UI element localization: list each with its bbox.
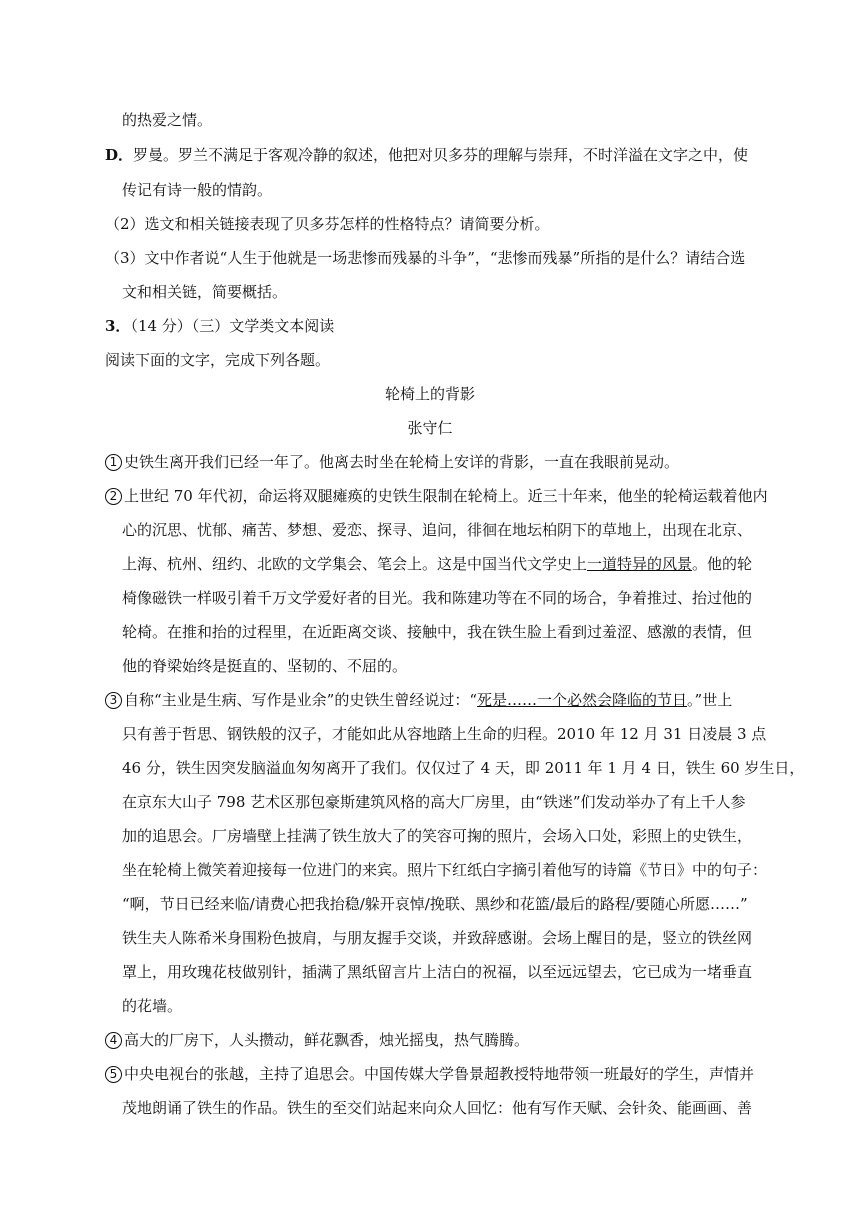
question-3-continuation: 文和相关链，简要概括。 bbox=[122, 283, 288, 301]
paragraph-2-line-3 bbox=[122, 554, 752, 574]
option-d-text: 罗曼。罗兰不满足于客观冷静的叙述，他把对贝多芬的理解与崇拜，不时洋溢在文字之中，使 bbox=[133, 146, 749, 164]
paragraph-3-line-7: “啊，节日已经来临/请费心把我抬稳/躲开哀悼/挽联、黑纱和花篮/最后的路程/要随心所愿……” bbox=[122, 895, 748, 913]
paragraph-2-line-4: 椅像磁铁一样吸引着千万文学爱好者的目光。我和陈建功等在不同的场合，争着推过、抬过他的 bbox=[122, 589, 753, 607]
paragraph-2-text-3b: 。他的轮 bbox=[692, 555, 753, 573]
article-author: 张守仁 bbox=[407, 419, 453, 437]
paragraph-3-line-6: 坐在轮椅上微笑着迎接每一位进门的来宾。照片下红纸白字摘引着他写的诗篇《节日》中的句子： bbox=[122, 861, 768, 879]
paragraph-3-text-1b: 。”世上 bbox=[687, 691, 733, 709]
paragraph-3-number: 3 bbox=[105, 692, 122, 709]
underlined-phrase-2: 死是……一个必然会降临的节日 bbox=[477, 691, 688, 709]
paragraph-3-line-5: 加的追思会。厂房墙壁上挂满了铁生放大了的笑容可掬的照片，会场入口处，彩照上的史铁生， bbox=[122, 827, 753, 845]
paragraph-5-text-1: 中央电视台的张越，主持了追思会。中国传媒大学鲁景超教授特地带领一班最好的学生，声情并 bbox=[124, 1065, 755, 1083]
paragraph-4-text: 高大的厂房下，人头攒动，鲜花飘香，烛光摇曳，热气腾腾。 bbox=[124, 1031, 530, 1049]
option-d bbox=[105, 145, 748, 165]
paragraph-3-line-9: 罩上，用玫瑰花枝做别针，插满了黑纸留言片上洁白的祝福，以至远远望去，它已成为一堵垂直 bbox=[122, 963, 753, 981]
paragraph-3-line-10: 的花墙。 bbox=[122, 997, 183, 1015]
paragraph-3-line-8: 铁生夫人陈希米身围粉色披肩，与朋友握手交谈，并致辞感谢。会场上醒目的是，竖立的铁丝网 bbox=[122, 929, 753, 947]
paragraph-2-line-1 bbox=[105, 486, 768, 506]
paragraph-2-text-1: 上世纪 70 年代初，命运将双腿瘫痪的史铁生限制在轮椅上。近三十年来，他坐的轮椅运载着他内 bbox=[124, 487, 768, 505]
paragraph-5-line-2: 茂地朗诵了铁生的作品。铁生的至交们站起来向众人回忆：他有写作天赋、会针灸、能画画、善 bbox=[122, 1099, 753, 1117]
paragraph-3-line-1 bbox=[105, 690, 732, 710]
paragraph-3-line-3: 46 分，铁生因突发脑溢血匆匆离开了我们。仅仅过了 4 天，即 2011 年 1 月 4 日，铁生 60 岁生日， bbox=[122, 759, 805, 777]
section-3-heading bbox=[105, 316, 334, 336]
paragraph-4-number: 4 bbox=[105, 1032, 122, 1049]
paragraph-2-number: 2 bbox=[105, 488, 122, 505]
paragraph-1 bbox=[105, 452, 679, 472]
paragraph-3-line-2: 只有善于哲思、钢铁般的汉子，才能如此从容地踏上生命的归程。2010 年 12 月 31 日凌晨 3 点 bbox=[122, 725, 767, 743]
paragraph-5-line-1 bbox=[105, 1064, 754, 1084]
section-3-number: 3． bbox=[105, 317, 131, 335]
paragraph-2-text-3a: 上海、杭州、纽约、北欧的文学集会、笔会上。这是中国当代文学史上 bbox=[122, 555, 588, 573]
paragraph-5-number: 5 bbox=[105, 1066, 122, 1083]
article-title: 轮椅上的背影 bbox=[384, 385, 475, 403]
question-2: （2）选文和相关链接表现了贝多芬怎样的性格特点？请简要分析。 bbox=[105, 215, 550, 233]
paragraph-1-number: 1 bbox=[105, 454, 122, 471]
paragraph-3-text-1a: 自称“主业是生病、写作是业余”的史铁生曾经说过：“ bbox=[124, 691, 478, 709]
option-d-label: D． bbox=[105, 146, 134, 164]
paragraph-2-line-6: 他的脊梁始终是挺直的、坚韧的、不屈的。 bbox=[122, 657, 408, 675]
option-c-continuation: 的热爱之情。 bbox=[122, 111, 213, 129]
paragraph-2-line-2: 心的沉思、忧郁、痛苦、梦想、爱恋、探寻、追问，徘徊在地坛柏阴下的草地上，出现在北京、 bbox=[122, 521, 753, 539]
paragraph-4 bbox=[105, 1030, 529, 1050]
section-3-text: （14 分）（三）文学类文本阅读 bbox=[130, 317, 335, 335]
instruction: 阅读下面的文字，完成下列各题。 bbox=[105, 351, 331, 369]
underlined-phrase-1: 一道特异的风景 bbox=[587, 555, 693, 573]
paragraph-1-text: 史铁生离开我们已经一年了。他离去时坐在轮椅上安详的背影，一直在我眼前晃动。 bbox=[124, 453, 680, 471]
option-d-continuation: 传记有诗一般的情韵。 bbox=[122, 181, 273, 199]
paragraph-2-line-5: 轮椅。在推和抬的过程里，在近距离交谈、接触中，我在铁生脸上看到过羞涩、感激的表情，但 bbox=[122, 623, 753, 641]
paragraph-3-line-4: 在京东大山子 798 艺术区那包豪斯建筑风格的高大厂房里，由“铁迷”们发动举办了有上千人参 bbox=[122, 793, 746, 811]
question-3: （3）文中作者说“人生于他就是一场悲惨而残暴的斗争”，“悲惨而残暴”所指的是什么？请结合选 bbox=[105, 249, 746, 267]
